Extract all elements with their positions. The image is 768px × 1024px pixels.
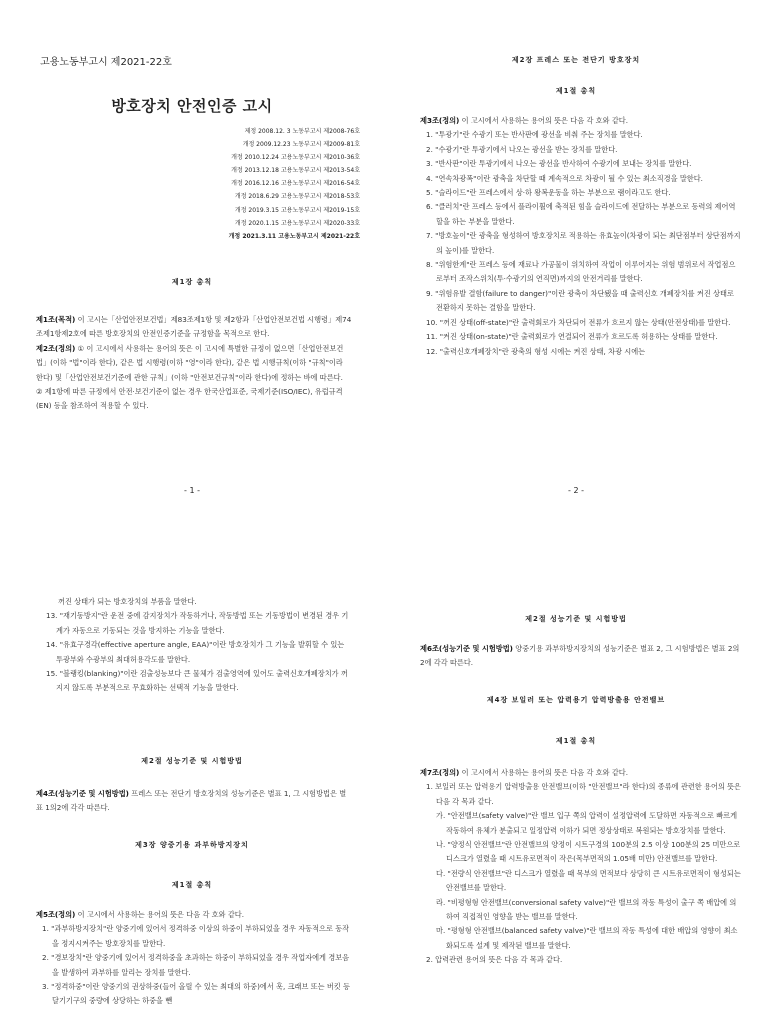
article-text [36, 787, 352, 816]
list-item: 5. "슬라이드"란 프레스에서 상·하 왕복운동을 하는 부분으로 램이라고도 한다. [426, 188, 671, 198]
list-subitem: 가. "안전밸브(safety valve)"란 밸브 입구 쪽의 압력이 설정압력에 도달하면 자동적으로 빠르게 작동하여 유체가 분출되고 일정압력 이하가 되면 정상상태로 복원되는 방호장치를 말한다. [436, 811, 738, 835]
article-body: 이 고시는「산업안전보건법」제83조제1항 및 제2항과「산업안전보건법 시행령」제74조제1항제2호에 따른 방호장치의 안전인증기준을 규정함을 목적으로 한다. [36, 315, 352, 339]
revision-history [200, 125, 360, 243]
chapter-heading: 제2장 프레스 또는 전단기 방호장치 [511, 56, 641, 64]
article-body: 이 고시에서 사용하는 용어의 뜻은 다음 각 호와 같다. [461, 116, 629, 125]
article-text [40, 595, 352, 696]
list-item: 3. "반사판"이란 투광기에서 나오는 광선을 반사하여 수광기에 보내는 장치를 말한다. [426, 159, 692, 169]
section-heading: 제2절 성능기준 및 시험방법 [141, 757, 243, 765]
history-entry: 개정 2016.12.16 고용노동부고시 제2016-54호 [231, 180, 360, 188]
list-item: 10. "꺼진 상태(off-state)"란 출력회로가 차단되어 전류가 흐르지 않는 상태(안전상태)를 말한다. [426, 317, 731, 327]
list-subitem: 다. "전량식 안전밸브"란 디스크가 열렸을 때 목부의 면적보다 상당히 큰 시트유로면적이 형성되는 안전밸브를 말한다. [436, 868, 741, 893]
list-item: 15. "블랭킹(blanking)"이란 검출성능보다 큰 물체가 검출영역에 있어도 출력신호개폐장치가 꺼지지 않도록 부분적으로 무효화하는 선택적 기능을 말한다. [46, 669, 348, 693]
history-entry: 개정 2013.12.18 고용노동부고시 제2013-54호 [231, 167, 360, 175]
document-page-4 [384, 512, 768, 1024]
list-item: 11. "켜진 상태(on-state)"란 출력회로가 연결되어 전류가 흐르도록 허용하는 상태를 말한다. [426, 332, 718, 342]
section-heading: 제1절 총칙 [555, 87, 597, 95]
article-title: 제1조(목적) [36, 315, 76, 324]
article-paragraph: ② 제1항에 따른 규정에서 안전·보건기준이 없는 경우 한국산업표준, 국제기준(ISO/IEC), 유럽규격(EN) 등을 참조하여 적용할 수 있다. [36, 387, 343, 411]
list-item: 6. "클러치"란 프레스 등에서 플라이휠에 축적된 힘을 슬라이드에 전달하는 부분으로 동력의 제어역할을 하는 부분을 말한다. [426, 202, 736, 226]
history-entry: 개정 2018.6.29 고용노동부고시 제2018-53호 [234, 193, 360, 201]
list-item: 9. "위험유발 결함(failure to danger)"이란 광축이 차단됐을 때 출력신호 개폐장치를 켜진 상태로 전환하지 못하는 결함을 말한다. [426, 288, 734, 313]
document-page-3 [0, 512, 384, 1024]
article-title: 제6조(성능기준 및 시험방법) [420, 644, 513, 653]
history-entry: 개정 2021.3.11 고용노동부고시 제2021-22호 [228, 232, 360, 240]
list-item: 1. "과부하방지장치"란 양중기에 있어서 정격하중 이상의 하중이 부하되었을 경우 자동적으로 동작을 정지시켜주는 방호장치를 말한다. [42, 924, 350, 948]
article-title: 제5조(정의) [36, 910, 76, 919]
section-heading: 제1절 총칙 [171, 881, 213, 889]
list-item: 4. "연속차광폭"이란 광축을 차단할 때 계속적으로 차광이 될 수 있는 최소직경을 말한다. [426, 173, 703, 183]
list-item: 13. "재기동방지"란 운전 중에 감지장치가 작동하거나, 작동방법 또는 기동방법이 변경된 경우 기계가 자동으로 기동되는 것을 방지하는 기능을 말한다. [46, 611, 349, 635]
gazette-number: 고용노동부고시 제2021-22호 [40, 57, 172, 68]
article-body: 이 고시에서 사용하는 용어의 뜻은 다음 각 호와 같다. [461, 768, 629, 777]
history-entry: 개정 2009.12.23 노동부고시 제2009-81호 [242, 141, 360, 149]
article-title: 제2조(정의) [36, 343, 76, 353]
section-heading: 제2절 성능기준 및 시험방법 [525, 615, 627, 623]
list-item: 1. 보일러 또는 압력용기 압력방출용 안전밸브(이하 "안전밸브"라 한다)의 종류에 관련한 용어의 뜻은 다음 각 목과 같다. [426, 782, 741, 806]
section-heading: 제1절 총칙 [555, 737, 597, 745]
list-item: 1. "투광기"란 수광기 또는 반사판에 광선을 비춰 주는 장치를 말한다. [426, 130, 643, 140]
history-entry: 개정 2010.12.24 고용노동부고시 제2010-36호 [231, 154, 360, 162]
article-title: 제4조(성능기준 및 시험방법) [36, 789, 129, 798]
list-item-continued: 꺼진 상태가 되는 방호장치의 부품을 말한다. [58, 597, 197, 606]
list-item: 14. "유효구경각(effective aperture angle, EAA)"이란 방호장치가 그 기능을 발휘할 수 있는 투광부와 수광부의 최대허용각도를 말한다. [46, 640, 345, 664]
history-entry: 개정 2020.1.15 고용노동부고시 제2020-33호 [234, 219, 360, 227]
article-body: 프레스 또는 전단기 방호장치의 성능기준은 별표 1, 그 시험방법은 별표 1의2에 각각 따른다. [36, 789, 347, 813]
list-item: 7. "방호높이"란 광축을 형성하여 방호장치로 적용하는 유효높이(차광이 되는 최단점부터 상단점까지의 높이)를 말한다. [426, 231, 741, 255]
list-item: 2. "수광기"란 투광기에서 나오는 광선을 받는 장치를 말한다. [426, 144, 618, 154]
page-number: - 2 - [568, 486, 584, 495]
article-text [420, 766, 742, 968]
chapter-heading: 제4장 보일러 또는 압력용기 압력방출용 안전밸브 [486, 696, 666, 704]
document-title: 방호장치 안전인증 고시 [111, 97, 273, 115]
chapter-heading: 제3장 양중기용 과부하방지장치 [135, 841, 249, 849]
article-text [36, 908, 354, 1009]
list-item: 2. "경보장치"란 양중기에 있어서 정격하중을 초과하는 하중이 부하되었을 경우 작업자에게 경보음을 발생하여 과부하를 알리는 장치를 말한다. [42, 953, 350, 977]
list-item: 8. "위험한계"란 프레스 등에 재료나 가공물이 위치하여 작업이 이루어지는 위험 범위로서 작업점으로부터 조작스위치(투·수광기의 연직면)까지의 안전거리를 말한다. [426, 260, 736, 284]
article-title: 제7조(정의) [420, 768, 460, 777]
article-body: 이 고시에서 사용하는 용어의 뜻은 다음 각 호와 같다. [77, 910, 245, 919]
article-body: ① 이 고시에서 사용하는 용어의 뜻은 이 고시에 특별한 규정이 없으면「산업안전보건법」(이하 "법"이라 한다), 같은 법 시행령(이하 "영"이라 한다), 같은 법 시행규칙(이하 "규칙"이라 한다) 및「산업안전보건기준에 관한 규칙」(이하 "안전보건규칙"이라 한다)에 정하는 바에 따른다. [36, 343, 344, 382]
article-text [420, 114, 742, 359]
list-item: 3. "정격하중"이란 양중기의 권상하중(들어 올릴 수 있는 최대의 하중)에서 훅, 크래브 또는 버킷 등 달기기구의 중량에 상당하는 하중을 뺀 [42, 982, 350, 1006]
document-page-2 [384, 0, 768, 512]
history-entry: 개정 2019.3.15 고용노동부고시 제2019-15호 [234, 206, 360, 214]
article-title: 제3조(정의) [420, 116, 460, 125]
document-page-1 [0, 0, 384, 512]
article-text [420, 642, 742, 671]
page-number: - 1 - [184, 486, 200, 495]
list-subitem: 나. "양정식 안전밸브"란 안전밸브의 양정이 시트구경의 100분의 2.5 이상 100분의 25 미만으로 디스크가 열렸을 때 시트유로면적이 작은(목부면적의 1.05배 미만) 안전밸브를 말한다. [436, 840, 741, 864]
list-subitem: 마. "평형형 안전밸브(balanced safety valve)"란 밸브의 작동 특성에 대한 배압의 영향이 최소화되도록 설계 및 제작된 밸브를 말한다. [436, 926, 738, 950]
list-item: 12. "출력신호개폐장치"란 광축의 형성 시에는 켜진 상태, 차광 시에는 [426, 346, 646, 356]
history-entry: 제정 2008.12. 3 노동부고시 제2008-76호 [244, 128, 360, 135]
chapter-heading: 제1장 총칙 [171, 278, 213, 286]
list-item: 2. 압력관련 용어의 뜻은 다음 각 목과 같다. [426, 955, 563, 965]
article-body: 양중기용 과부하방지장치의 성능기준은 별표 2, 그 시험방법은 별표 2의2에 각각 따른다. [420, 644, 740, 668]
article-text [36, 313, 352, 414]
list-subitem: 라. "비평형형 안전밸브(conversional safety valve)"란 밸브의 작동 특성이 출구 쪽 배압에 의하여 직접적인 영향을 받는 밸브를 말한다. [436, 897, 737, 922]
